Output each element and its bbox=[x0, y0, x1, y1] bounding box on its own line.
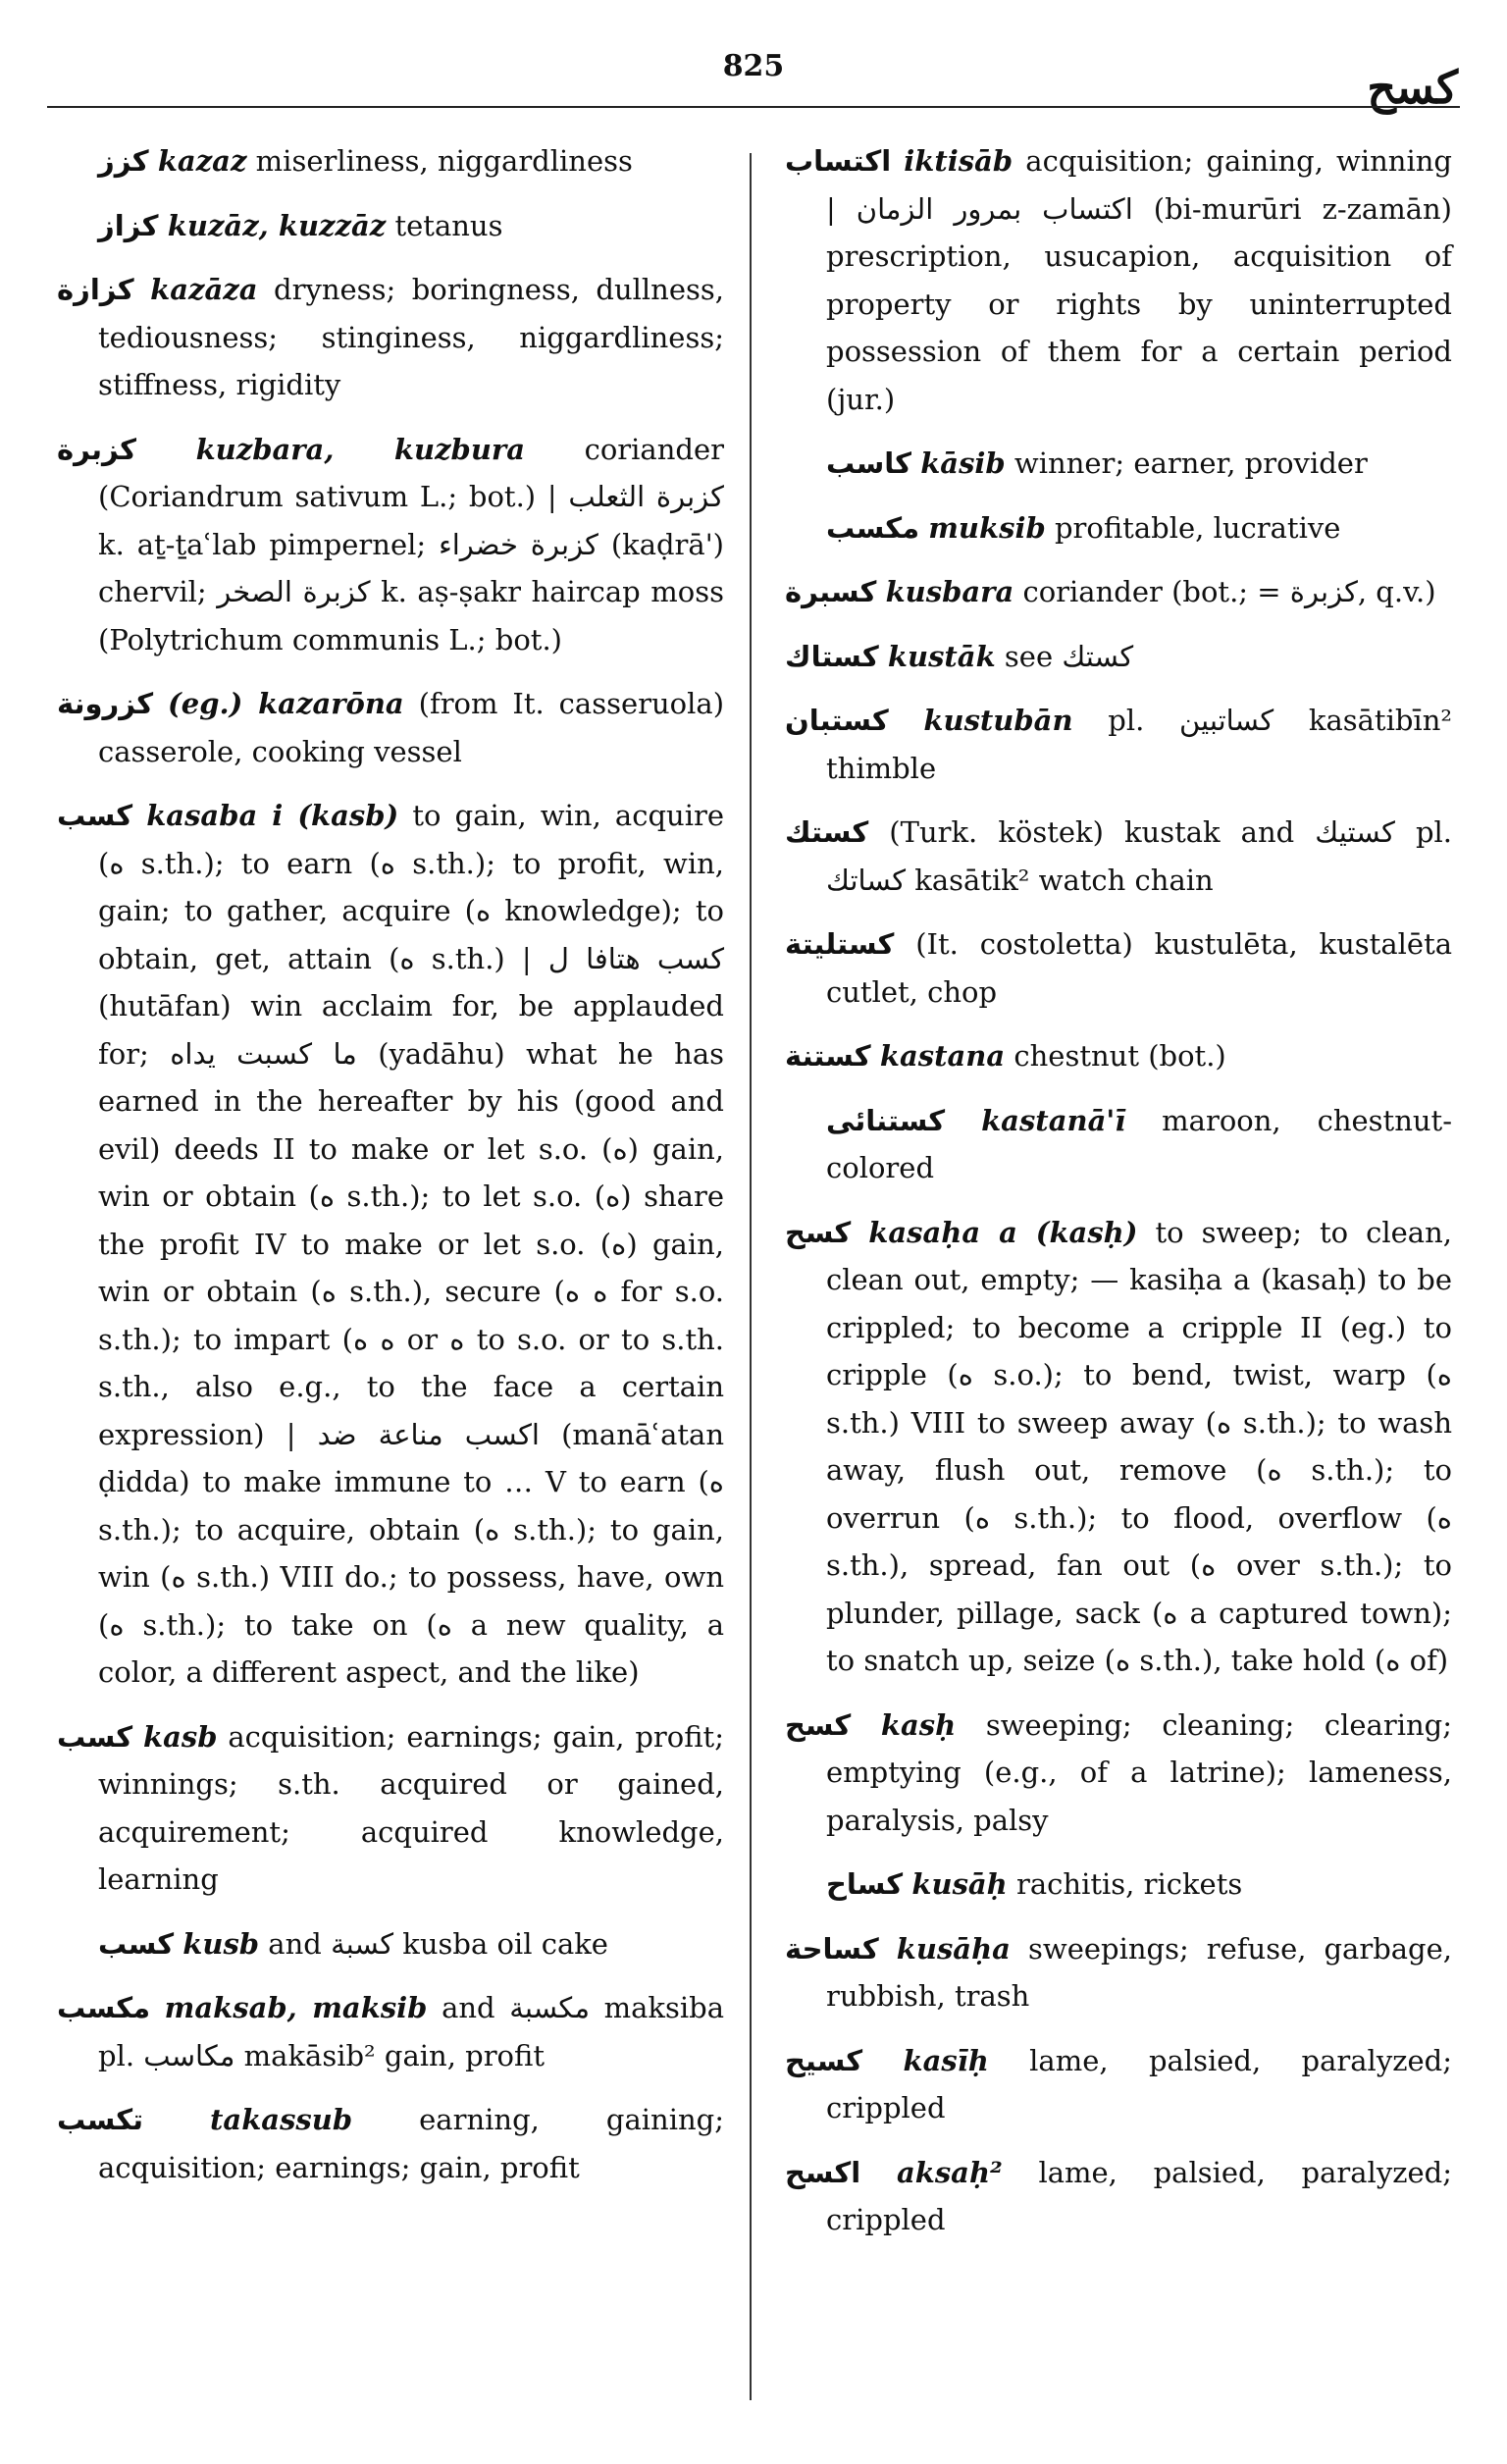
arabic-headword: تكسب bbox=[57, 2103, 143, 2136]
transliteration: kusbara bbox=[885, 575, 1014, 608]
definition: acquisition; gaining, winning | اكتساب بمرور الزمان (bi-murūri z-zamān) prescription, usucapion, acquisition of property or rights by uninterrupted possession of them for a certain period (jur.) bbox=[826, 144, 1452, 416]
arabic-headword: كستنة bbox=[785, 1039, 871, 1073]
transliteration: iktisāb bbox=[904, 144, 1013, 178]
arabic-headword: كسبرة bbox=[785, 575, 877, 608]
transliteration: kuzāz, kuzzāz bbox=[167, 208, 387, 242]
transliteration: kasaḥa a (kasḥ) bbox=[868, 1215, 1138, 1249]
definition: chestnut (bot.) bbox=[1005, 1039, 1226, 1073]
dictionary-entry bbox=[57, 1984, 724, 2079]
transliteration: kazāza bbox=[150, 273, 258, 306]
arabic-headword: كزازة bbox=[57, 273, 134, 306]
definition: miserliness, niggardliness bbox=[246, 144, 633, 178]
definition: winner; earner, provider bbox=[1005, 446, 1368, 480]
dictionary-entry bbox=[785, 440, 1452, 488]
definition: see كستك bbox=[995, 639, 1134, 673]
definition: coriander (Coriandrum sativum L.; bot.) | كزبرة الثعلب k. aṯ-ṯaʿlab pimpernel; كزبرة خضراء (kaḍrā') chervil; كزبرة الصخر k. aṣ-ṣakr haircap moss (Polytrichum communis L.; bot.) bbox=[98, 432, 724, 656]
dictionary-entry bbox=[785, 2149, 1452, 2244]
definition: to sweep; to clean, clean out, empty; — kasiḥa a (kasaḥ) to be crippled; to become a cripple II (eg.) to cripple (ه s.o.); to bend, twist, warp (ه s.th.) VIII to sweep away (ه s.th.); to wash away, flush out, remove (ه s.th.); to overrun (ه s.th.); to flood, overflow (ه s.th.), spread, fan out (ه over s.th.); to plunder, pillage, sack (ه a captured town); to snatch up, seize (ه s.th.), take hold (ه of) bbox=[826, 1215, 1453, 1677]
transliteration: kustubān bbox=[923, 704, 1073, 737]
dictionary-entry bbox=[785, 1032, 1452, 1080]
definition: (from It. casseruola) casserole, cooking vessel bbox=[98, 687, 725, 768]
transliteration: kāsib bbox=[920, 446, 1006, 480]
dictionary-entry bbox=[785, 1702, 1452, 1845]
dictionary-entry bbox=[785, 568, 1452, 616]
definition: and مكسبة maksiba pl. مكاسب makāsib² gain, profit bbox=[98, 1991, 724, 2072]
arabic-headword: كسح bbox=[785, 1215, 852, 1249]
transliteration: kusāḥ bbox=[911, 1867, 1008, 1901]
arabic-headword: كسب bbox=[57, 1719, 133, 1754]
definition: profitable, lucrative bbox=[1045, 510, 1341, 545]
definition: and كسبة kusba oil cake bbox=[259, 1926, 608, 1961]
transliteration: kusāḥa bbox=[896, 1931, 1011, 1966]
dictionary-entry bbox=[57, 137, 724, 185]
definition: pl. كساتبين kasātibīn² thimble bbox=[826, 704, 1452, 785]
definition: lame, palsied, paralyzed; crippled bbox=[826, 2043, 1452, 2124]
arabic-headword: كستبان bbox=[785, 704, 889, 737]
dictionary-entry bbox=[57, 792, 724, 1697]
dictionary-entry bbox=[785, 809, 1452, 904]
transliteration: kasīḥ bbox=[903, 2043, 989, 2077]
column-divider bbox=[750, 153, 752, 2400]
transliteration: kastanā'ī bbox=[981, 1103, 1126, 1137]
header-rule bbox=[47, 106, 1460, 108]
definition: acquisition; earnings; gain, profit; winnings; s.th. acquired or gained, acquirement; acquired knowledge, learning bbox=[98, 1719, 724, 1896]
transliteration: kasb bbox=[142, 1719, 218, 1754]
dictionary-entry bbox=[785, 920, 1452, 1016]
arabic-headword: كزز bbox=[98, 144, 149, 178]
right-column bbox=[785, 137, 1452, 2261]
dictionary-entry bbox=[57, 426, 724, 664]
dictionary-entry bbox=[57, 680, 724, 775]
arabic-headword: كزاز bbox=[98, 208, 159, 242]
dictionary-entry bbox=[57, 266, 724, 409]
dictionary-entry bbox=[785, 504, 1452, 552]
arabic-headword: مكسب bbox=[57, 1991, 151, 2024]
transliteration: kusb bbox=[182, 1926, 260, 1961]
transliteration: kazaz bbox=[157, 144, 247, 178]
definition: dryness; boringness, dullness, tediousness; stinginess, niggardliness; stiffness, rigidity bbox=[98, 273, 725, 401]
dictionary-entry bbox=[785, 1097, 1452, 1192]
header-root-word: كسح bbox=[1367, 61, 1458, 114]
arabic-headword: كستليتة bbox=[785, 927, 895, 961]
arabic-headword: كسب bbox=[57, 799, 133, 832]
arabic-headword: كسب bbox=[98, 1926, 175, 1961]
definition: earning, gaining; acquisition; earnings; gain, profit bbox=[98, 2103, 724, 2184]
arabic-headword: كساحة bbox=[785, 1931, 879, 1966]
arabic-headword: اكسح bbox=[785, 2155, 861, 2189]
left-column bbox=[57, 137, 724, 2208]
transliteration: (eg.) kazarōna bbox=[168, 687, 404, 720]
arabic-headword: كزرونة bbox=[57, 687, 154, 720]
transliteration: kasaba i (kasb) bbox=[146, 799, 399, 832]
transliteration: kuzbara, kuzbura bbox=[195, 432, 525, 466]
transliteration: kustāk bbox=[887, 639, 996, 673]
dictionary-entry bbox=[785, 1861, 1452, 1909]
dictionary-entry bbox=[57, 1920, 724, 1968]
page-number: 825 bbox=[722, 49, 785, 83]
definition: sweeping; cleaning; clearing; emptying (e.g., of a latrine); lameness, paralysis, palsy bbox=[826, 1707, 1452, 1837]
arabic-headword: كسيح bbox=[785, 2043, 863, 2077]
definition: (It. costoletta) kustulēta, kustalēta cutlet, chop bbox=[826, 927, 1453, 1009]
definition: maroon, chestnut-colored bbox=[826, 1103, 1452, 1184]
dictionary-entry bbox=[57, 202, 724, 250]
dictionary-entry bbox=[57, 1713, 724, 1904]
arabic-headword: كساح bbox=[826, 1867, 904, 1901]
definition: coriander (bot.; = كزبرة, q.v.) bbox=[1013, 575, 1436, 608]
arabic-headword: كاسب bbox=[826, 446, 911, 480]
definition: sweepings; refuse, garbage, rubbish, trash bbox=[826, 1931, 1453, 2013]
transliteration: maksab, maksib bbox=[164, 1991, 428, 2024]
transliteration: kastana bbox=[879, 1039, 1006, 1073]
arabic-headword: كستنائى bbox=[826, 1103, 946, 1137]
definition: tetanus bbox=[386, 208, 503, 242]
arabic-headword: اكتساب bbox=[785, 144, 892, 178]
arabic-headword: كستاك bbox=[785, 639, 879, 673]
dictionary-entry bbox=[785, 697, 1452, 792]
definition: rachitis, rickets bbox=[1007, 1867, 1243, 1901]
transliteration: muksib bbox=[928, 510, 1046, 545]
transliteration: aksaḥ² bbox=[896, 2155, 1003, 2189]
dictionary-entry bbox=[785, 137, 1452, 423]
definition: lame, palsied, paralyzed; crippled bbox=[826, 2155, 1452, 2236]
arabic-headword: كسح bbox=[785, 1707, 852, 1742]
dictionary-entry bbox=[785, 2037, 1452, 2132]
definition: to gain, win, acquire (ه s.th.); to earn (ه s.th.); to profit, win, gain; to gather, acquire (ه knowledge); to obtain, get, attain (ه s.th.) | كسب هتافا ل (hutāfan) win acclaim for, be applauded for; ما كسبت يداه (yadāhu) what he has earned in the hereafter by his (good and evil) deeds II to make or let s.o. (ه) gain, win or obtain (ه s.th.); to let s.o. (ه) share the profit IV to make or let s.o. (ه) gain, win or obtain (ه s.th.), secure (ه ه for s.o. s.th.); to impart (ه ه or ه to s.o. or to s.th. s.th., also e.g., to the face a certain expression) | اكسب مناعة ضد (manāʿatan ḍidda) to make immune to … V to earn (ه s.th.); to acquire, obtain (ه s.th.); to gain, win (ه s.th.) VIII do.; to possess, have, own (ه s.th.); to take on (ه a new quality, a color, a different aspect, and the like) bbox=[98, 799, 725, 1689]
arabic-headword: كزبرة bbox=[57, 432, 136, 466]
dictionary-entry bbox=[57, 2096, 724, 2191]
arabic-headword: كستك bbox=[785, 815, 869, 849]
dictionary-entry bbox=[785, 1209, 1452, 1685]
definition: (Turk. köstek) kustak and كستيك pl. كساتك kasātik² watch chain bbox=[826, 815, 1452, 897]
transliteration: takassub bbox=[210, 2103, 353, 2136]
transliteration: kasḥ bbox=[880, 1707, 957, 1742]
arabic-headword: مكسب bbox=[826, 510, 920, 545]
dictionary-entry bbox=[785, 633, 1452, 681]
dictionary-entry bbox=[785, 1925, 1452, 2020]
